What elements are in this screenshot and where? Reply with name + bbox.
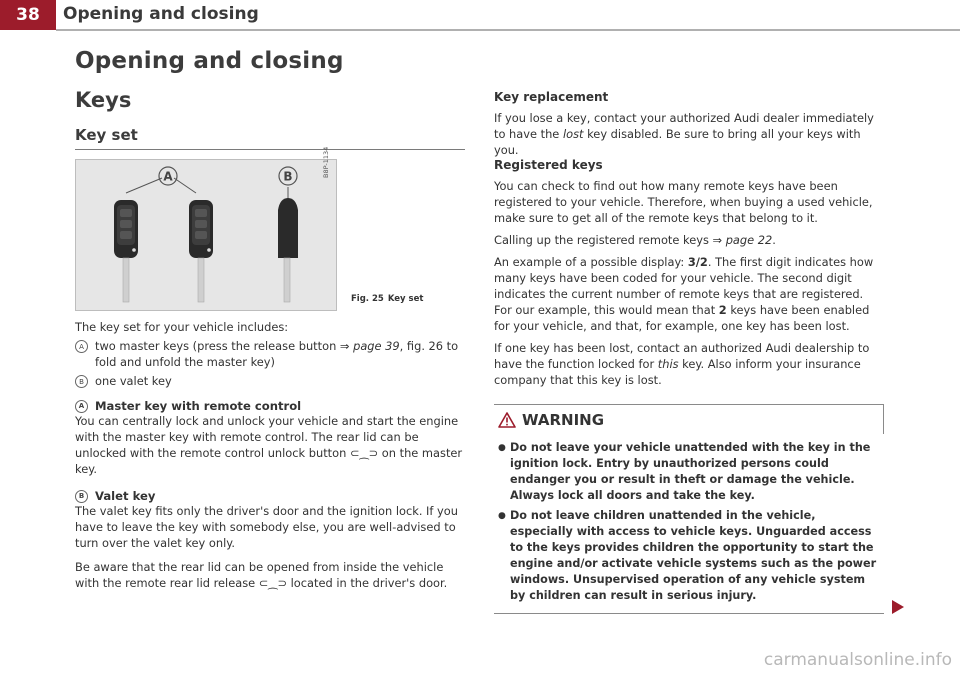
remote-unlock-icon: ⊂⁔⊃ — [349, 446, 379, 460]
continue-arrow-icon — [892, 600, 904, 614]
body-text: . — [772, 233, 776, 247]
marker-a: A — [75, 400, 88, 413]
key-replacement-body — [494, 110, 884, 158]
marker-a: A — [75, 340, 88, 353]
body-text: key disabled. Be sure to bring all your keys with you. — [494, 127, 861, 157]
display-value: 3/2 — [687, 255, 708, 269]
key-set-illustration — [76, 160, 336, 310]
master-key-1 — [114, 200, 138, 302]
body-text: . The first digit indicates how many keys have been coded for your vehicle. The second digit indicates the current number of remote keys that are registered. For our example, this would mean that — [494, 255, 874, 317]
body-text: If one key has been lost, contact an authorized Audi dealership to have the function locked for — [494, 341, 870, 371]
label-b: B — [283, 169, 293, 184]
warning-body — [494, 434, 884, 614]
marker-b: B — [75, 375, 88, 388]
valet-body: The valet key fits only the driver's door and the ignition lock. If you have to leave the key with somebody else, you are well-advised to turn over the valet key only. — [75, 504, 458, 550]
label-a: A — [163, 169, 173, 184]
arrow-icon: ⇒ — [712, 233, 726, 247]
lost-key-text — [494, 340, 884, 388]
marker-b: B — [75, 490, 88, 503]
warning-text: Do not leave your vehicle unattended with the key in the ignition lock. Entry by unauthorized persons could endanger you or result in theft or damage the vehicle. Always lock all doors and take the key. — [510, 441, 871, 502]
figure-number: Fig. 25 — [351, 294, 384, 304]
warning-title: WARNING — [522, 411, 605, 429]
master-body — [75, 413, 465, 477]
body-text: on the master key. — [75, 446, 463, 476]
valet-heading — [75, 489, 465, 503]
subsection-title: Key set — [75, 126, 465, 150]
master-heading-text: Master key with remote control — [95, 399, 302, 413]
figure-caption — [351, 294, 423, 304]
header-rule — [56, 29, 960, 31]
figure-block — [75, 146, 465, 313]
figure-title: Key set — [387, 294, 424, 304]
key-set-figure — [75, 146, 337, 311]
list-item-a — [75, 338, 465, 370]
valet-key — [278, 198, 298, 302]
left-column — [75, 48, 465, 591]
list-text: two master keys (press the release button — [95, 339, 340, 353]
section-title: Keys — [75, 88, 132, 112]
master-key-2 — [189, 200, 213, 302]
body-text: If you lose a key, contact your authorized Audi dealer immediately to have the — [494, 111, 874, 141]
body-text: located in the driver's door. — [287, 576, 448, 590]
warning-header — [494, 404, 884, 434]
chapter-title: Opening and closing — [75, 48, 344, 74]
master-heading — [75, 399, 465, 413]
figure-code: B8P-1134 — [322, 146, 330, 178]
body-text: Calling up the registered remote keys — [494, 233, 713, 247]
valet-heading-text: Valet key — [95, 489, 156, 503]
body-text: keys have been enabled for your vehicle, and that, for example, one key has been lost. — [494, 303, 870, 333]
right-column — [494, 90, 884, 614]
warning-text: Do not leave children unattended in the vehicle, especially with access to vehicle keys. Unguarded access to the keys provides children the opportunity to start the engine and/or activate vehicle systems such as the power windows. Unsupervised operation of any vehicle system by children can result in serious injury. — [510, 509, 877, 602]
emphasis-text: lost — [562, 127, 584, 141]
key-count: 2 — [718, 303, 727, 317]
warning-item — [498, 508, 878, 604]
calling-up-text — [494, 232, 884, 248]
page-39-link[interactable]: page 39 — [353, 339, 400, 353]
arrow-icon: ⇒ — [339, 339, 354, 353]
intro-text: The key set for your vehicle includes: — [75, 320, 289, 334]
key-replacement-heading: Key replacement — [494, 90, 609, 104]
warning-item — [498, 440, 878, 504]
warning-triangle-icon — [498, 412, 516, 428]
list-text: , fig. 26 to fold and unfold the master key) — [95, 339, 459, 369]
rear-lid-release-icon: ⊂⁔⊃ — [258, 576, 288, 590]
registered-keys-body: You can check to find out how many remote keys have been registered to your vehicle. Therefore, when buying a used vehicle, make sure to get all of the remote keys that belong to it. — [494, 179, 873, 225]
page-22-link[interactable]: page 22 — [725, 233, 773, 247]
bullet-icon: ● — [498, 511, 506, 521]
list-item-b — [75, 373, 465, 389]
page-number: 38 — [0, 0, 56, 30]
example-text — [494, 254, 884, 334]
body-text: key. Also inform your insurance company that this key is lost. — [494, 357, 861, 387]
body-text: Be aware that the rear lid can be opened from inside the vehicle with the remote rear lid release — [75, 560, 444, 590]
registered-keys-heading: Registered keys — [494, 158, 603, 172]
list-item-a-text — [95, 338, 465, 370]
emphasis-text: this — [657, 357, 679, 371]
running-head: Opening and closing — [63, 4, 259, 24]
rear-lid-text — [75, 559, 465, 591]
warning-box — [494, 404, 884, 614]
body-text: You can centrally lock and unlock your vehicle and start the engine with the master key with remote control. The rear lid can be unlocked with the remote control unlock button — [75, 414, 459, 460]
list-item-b-text: one valet key — [95, 374, 172, 388]
watermark: carmanualsonline.info — [763, 650, 952, 670]
page-header — [0, 0, 960, 32]
body-text: An example of a possible display: — [494, 255, 688, 269]
bullet-icon: ● — [498, 443, 506, 453]
